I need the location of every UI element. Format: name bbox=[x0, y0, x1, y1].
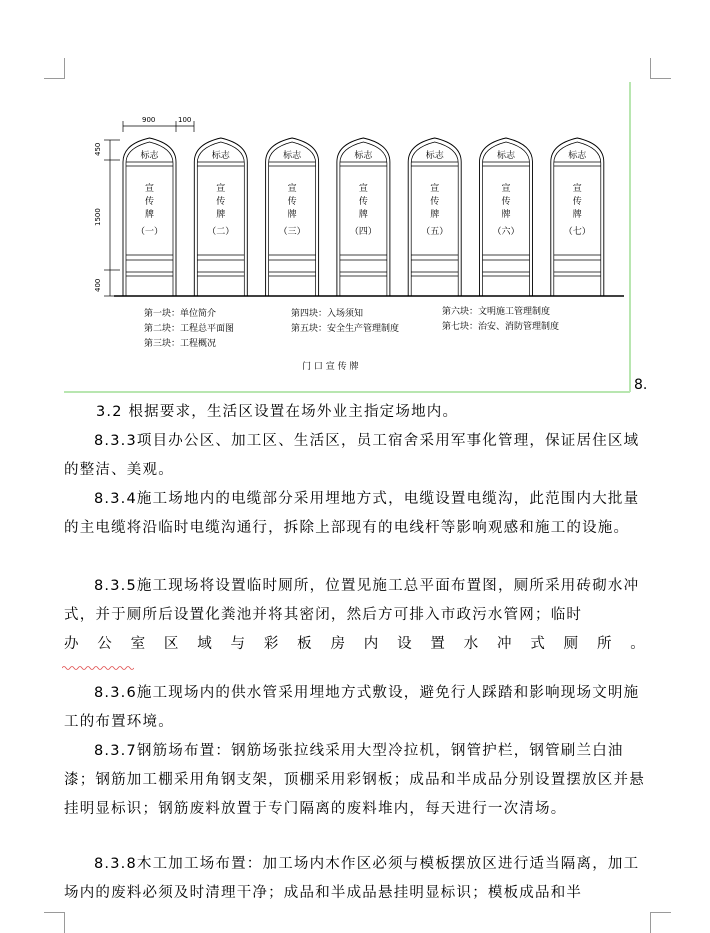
signboard-drawing bbox=[64, 80, 632, 394]
corner-mark-top-left bbox=[44, 58, 65, 79]
sign-char-3: 牌 bbox=[572, 210, 582, 220]
sign-char-1: 宣 bbox=[358, 184, 368, 194]
signboard-5 bbox=[408, 138, 461, 296]
signboard-figure bbox=[64, 80, 632, 394]
legend bbox=[144, 305, 559, 349]
signboard-6 bbox=[480, 138, 533, 296]
sign-char-2: 传 bbox=[572, 197, 582, 207]
signs-group bbox=[123, 138, 604, 296]
sign-number: （七） bbox=[563, 227, 591, 237]
sign-number: （六） bbox=[492, 227, 520, 237]
sign-char-1: 宣 bbox=[572, 184, 582, 194]
sign-number: （一） bbox=[135, 227, 164, 237]
sign-char-3: 牌 bbox=[144, 210, 155, 220]
legend-block-2: 第二块：工程总平面图 bbox=[144, 324, 235, 334]
signboard-4 bbox=[337, 138, 390, 296]
sign-char-3: 牌 bbox=[430, 210, 440, 220]
sign-header-label: 标志 bbox=[283, 151, 302, 161]
paragraph-8-3-7: 8.3.7钢筋场布置：钢筋场张拉线采用大型冷拉机，钢管护栏，钢管刷兰白油漆；钢筋加工棚采用角钢支架，顶棚采用彩钢板；成品和半成品分别设置摆放区并悬挂明显标识；钢筋废料放置于专门隔离的废料堆内，每天进行一次清场。 bbox=[64, 743, 645, 817]
signboard-2 bbox=[194, 138, 247, 296]
dim-mid-height: 1500 bbox=[94, 208, 102, 226]
sign-char-2: 传 bbox=[287, 197, 297, 207]
legend-block-3: 第三块：工程概况 bbox=[144, 339, 217, 349]
sign-char-3: 牌 bbox=[216, 210, 226, 220]
dim-bottom-height: 400 bbox=[94, 278, 102, 292]
sign-header-label: 标志 bbox=[211, 151, 230, 161]
paragraph-8-3-8: 8.3.8木工加工场布置：加工场内木作区必须与模板摆放区进行适当隔离，加工场内的废料必须及时清理干净；成品和半成品悬挂明显标识；模板成品和半 bbox=[64, 856, 640, 901]
signboard-3 bbox=[266, 138, 319, 296]
sign-char-1: 宣 bbox=[287, 184, 297, 194]
legend-block-4: 第四块：入场须知 bbox=[291, 309, 364, 319]
paragraph-8-3-4: 8.3.4施工场地内的电缆部分采用埋地方式，电缆设置电缆沟，此范围内大批量的主电缆将沿临时电缆沟通行，拆除上部现有的电线杆等影响观感和施工的设施。 bbox=[64, 491, 640, 536]
sign-char-3: 牌 bbox=[287, 210, 297, 220]
signboard-1 bbox=[123, 138, 176, 296]
legend-block-5: 第五块：安全生产管理制度 bbox=[291, 324, 400, 334]
paragraph-8-3-5-last-line: 办公室区域与彩板房内设置水冲式厕所。 bbox=[64, 636, 646, 652]
paragraph-8-3-5: 8.3.5施工现场将设置临时厕所，位置见施工总平面布置图，厕所采用砖砌水冲式，并于厕所后设置化粪池并将其密闭，然后方可排入市政污水管网；临时 办公室区域与彩板房内设置水冲式厕所。 bbox=[64, 572, 646, 659]
paragraph-8-3-3: 8.3.3项目办公区、加工区、生活区，员工宿舍采用军事化管理，保证居住区域的整洁、美观。 bbox=[64, 433, 640, 478]
sign-header-label: 标志 bbox=[496, 151, 516, 161]
left-dimension bbox=[94, 140, 120, 296]
dim-width: 900 bbox=[142, 116, 156, 124]
sign-char-1: 宣 bbox=[501, 184, 511, 194]
sign-char-2: 传 bbox=[216, 197, 226, 207]
sign-char-3: 牌 bbox=[501, 210, 511, 220]
dim-gap: 100 bbox=[178, 116, 192, 124]
sign-char-1: 宣 bbox=[144, 184, 155, 194]
sign-header-label: 标志 bbox=[354, 151, 373, 161]
sign-char-1: 宣 bbox=[430, 184, 440, 194]
sign-number: （二） bbox=[207, 227, 235, 237]
sign-char-2: 传 bbox=[501, 197, 511, 207]
dim-top-height: 450 bbox=[94, 142, 102, 156]
paragraph-8-3-6: 8.3.6施工现场内的供水管采用埋地方式敷设，避免行人踩踏和影响现场文明施工的布置环境。 bbox=[64, 685, 640, 730]
sign-number: （四） bbox=[349, 227, 377, 237]
legend-block-1: 第一块：单位简介 bbox=[144, 309, 217, 319]
sign-char-2: 传 bbox=[430, 197, 440, 207]
corner-mark-top-right bbox=[650, 58, 671, 79]
sign-char-1: 宣 bbox=[216, 184, 226, 194]
spellcheck-squiggle bbox=[62, 665, 134, 671]
sign-number: （三） bbox=[278, 227, 306, 237]
sign-number: （五） bbox=[421, 227, 449, 237]
sign-header-label: 标志 bbox=[425, 151, 444, 161]
sign-header-label: 标志 bbox=[140, 151, 159, 161]
page-fragment: 8. bbox=[634, 377, 648, 393]
figure-caption: 门 口 宣 传 牌 bbox=[302, 362, 359, 372]
sign-header-label: 标志 bbox=[568, 151, 587, 161]
paragraph-3-2: 3.2 根据要求，生活区设置在场外业主指定场地内。 bbox=[96, 404, 459, 420]
legend-block-7: 第七块：治安、消防管理制度 bbox=[442, 322, 560, 332]
sign-char-2: 传 bbox=[358, 197, 368, 207]
signboard-7 bbox=[551, 138, 604, 296]
sign-char-3: 牌 bbox=[358, 210, 368, 220]
top-dimension bbox=[123, 116, 194, 132]
legend-block-6: 第六块：文明施工管理制度 bbox=[442, 307, 551, 317]
sign-char-2: 传 bbox=[144, 197, 155, 207]
